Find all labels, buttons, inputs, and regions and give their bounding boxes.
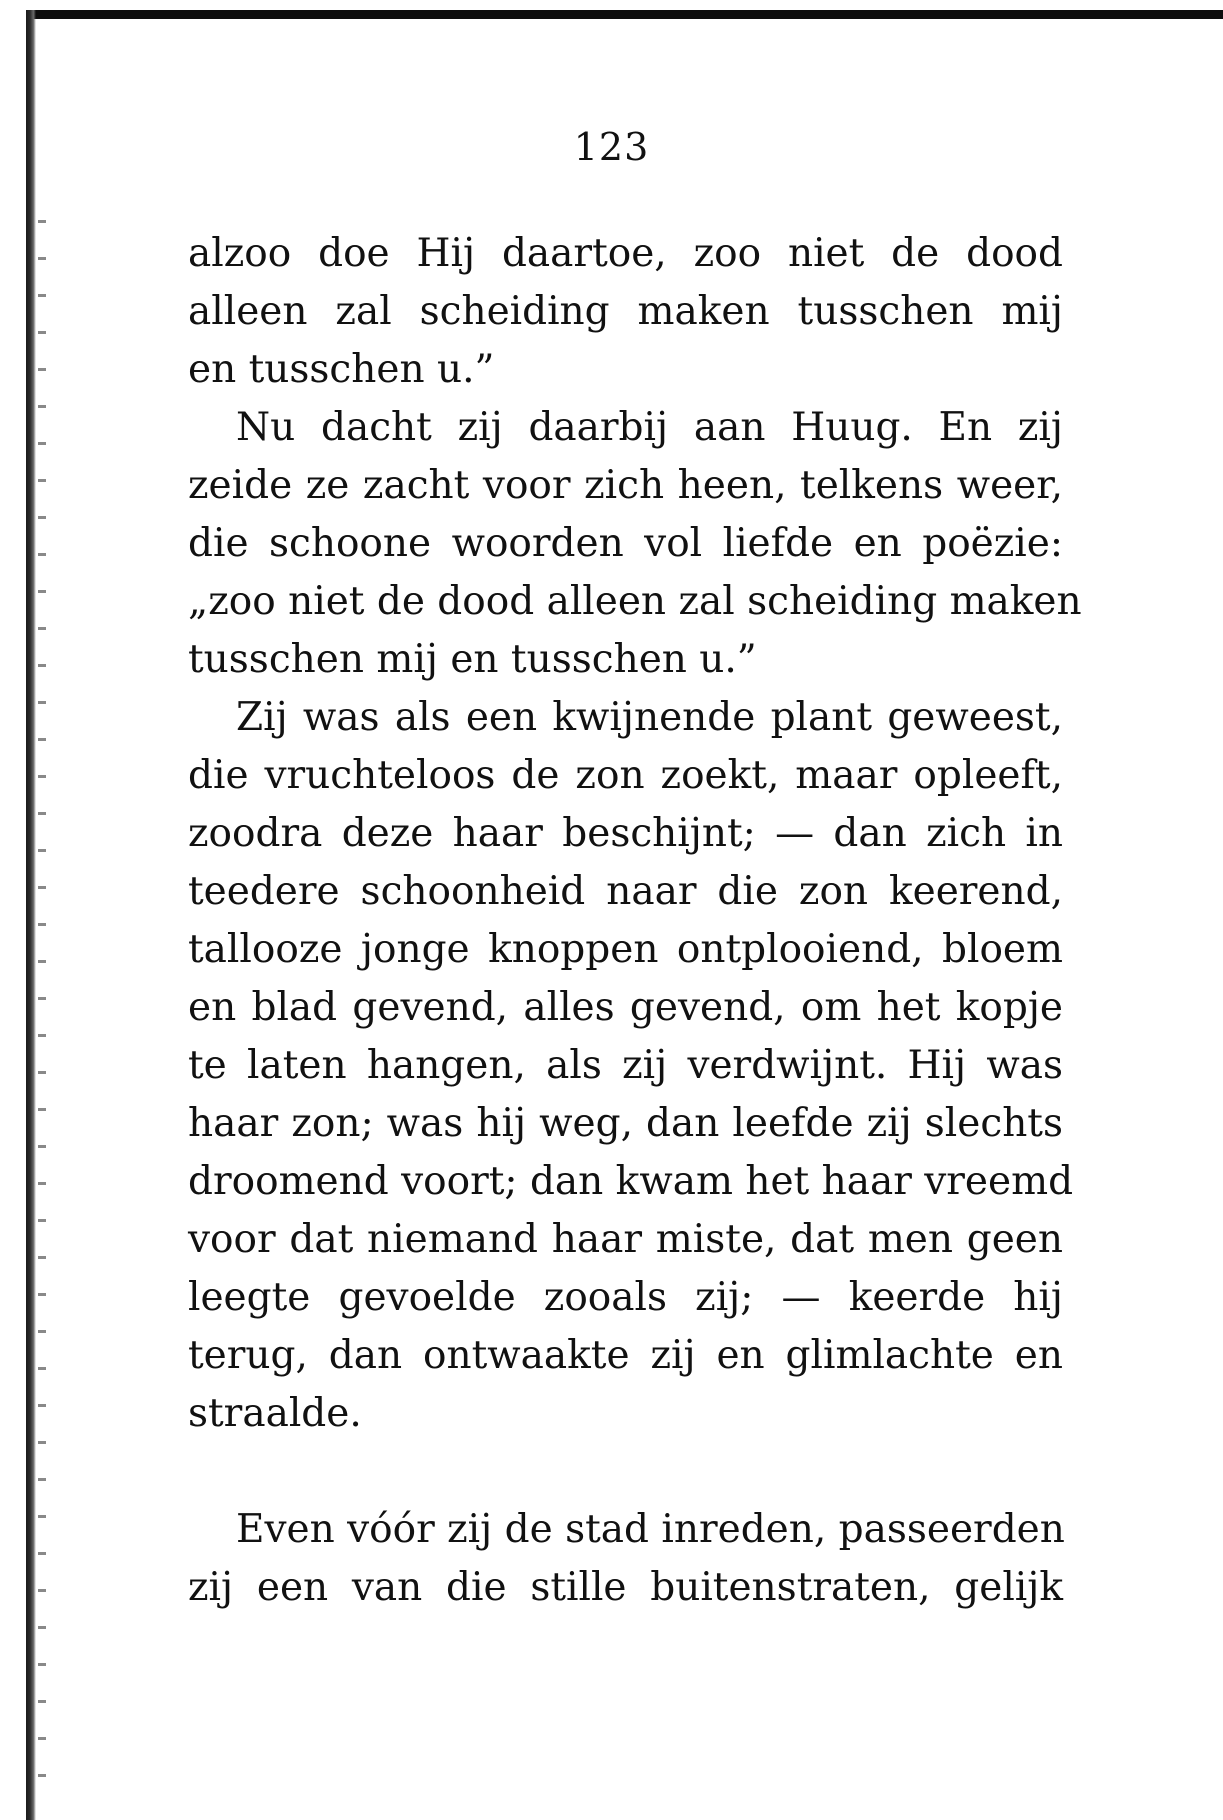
text-line: en tusschen u.” — [188, 347, 495, 392]
text-line: haar zon; was hij weg, dan leefde zij slechts — [188, 1101, 1063, 1146]
text-line: Nu dacht zij daarbij aan Huug. En zij — [236, 405, 1063, 450]
text-line: die schoone woorden vol liefde en poëzie: — [188, 521, 1063, 566]
scan-left-specks — [38, 220, 46, 1780]
text-line: en blad gevend, alles gevend, om het kopje — [188, 985, 1063, 1030]
text-line: zoodra deze haar beschijnt; — dan zich in — [188, 811, 1063, 856]
text-line: „zoo niet de dood alleen zal scheiding maken — [188, 579, 1082, 624]
text-line: Zij was als een kwijnende plant geweest, — [236, 695, 1063, 740]
text-line: alzoo doe Hij daartoe, zoo niet de dood — [188, 231, 1063, 276]
page-number: 123 — [573, 125, 650, 169]
text-line: leegte gevoelde zooals zij; — keerde hij — [188, 1275, 1063, 1320]
text-line: zeide ze zacht voor zich heen, telkens weer, — [188, 463, 1063, 508]
text-line: voor dat niemand haar miste, dat men geen — [188, 1217, 1063, 1262]
text-line: die vruchteloos de zon zoekt, maar opleeft, — [188, 753, 1063, 798]
text-line: teedere schoonheid naar die zon keerend, — [188, 869, 1063, 914]
scan-top-edge — [28, 10, 1223, 19]
body-text — [188, 225, 1082, 1617]
text-line: zij een van die stille buitenstraten, gelijk — [188, 1565, 1063, 1610]
text-line: terug, dan ontwaakte zij en glimlachte en — [188, 1333, 1063, 1378]
section-gap — [188, 1443, 1063, 1501]
scan-left-edge — [26, 10, 36, 1820]
text-line: tusschen mij en tusschen u.” — [188, 637, 757, 682]
text-line: Even vóór zij de stad inreden, passeerden — [236, 1507, 1065, 1552]
text-line: droomend voort; dan kwam het haar vreemd — [188, 1159, 1074, 1204]
text-line: alleen zal scheiding maken tusschen mij — [188, 289, 1063, 334]
text-line: straalde. — [188, 1391, 362, 1436]
text-line: te laten hangen, als zij verdwijnt. Hij was — [188, 1043, 1063, 1088]
text-line: tallooze jonge knoppen ontplooiend, bloem — [188, 927, 1063, 972]
